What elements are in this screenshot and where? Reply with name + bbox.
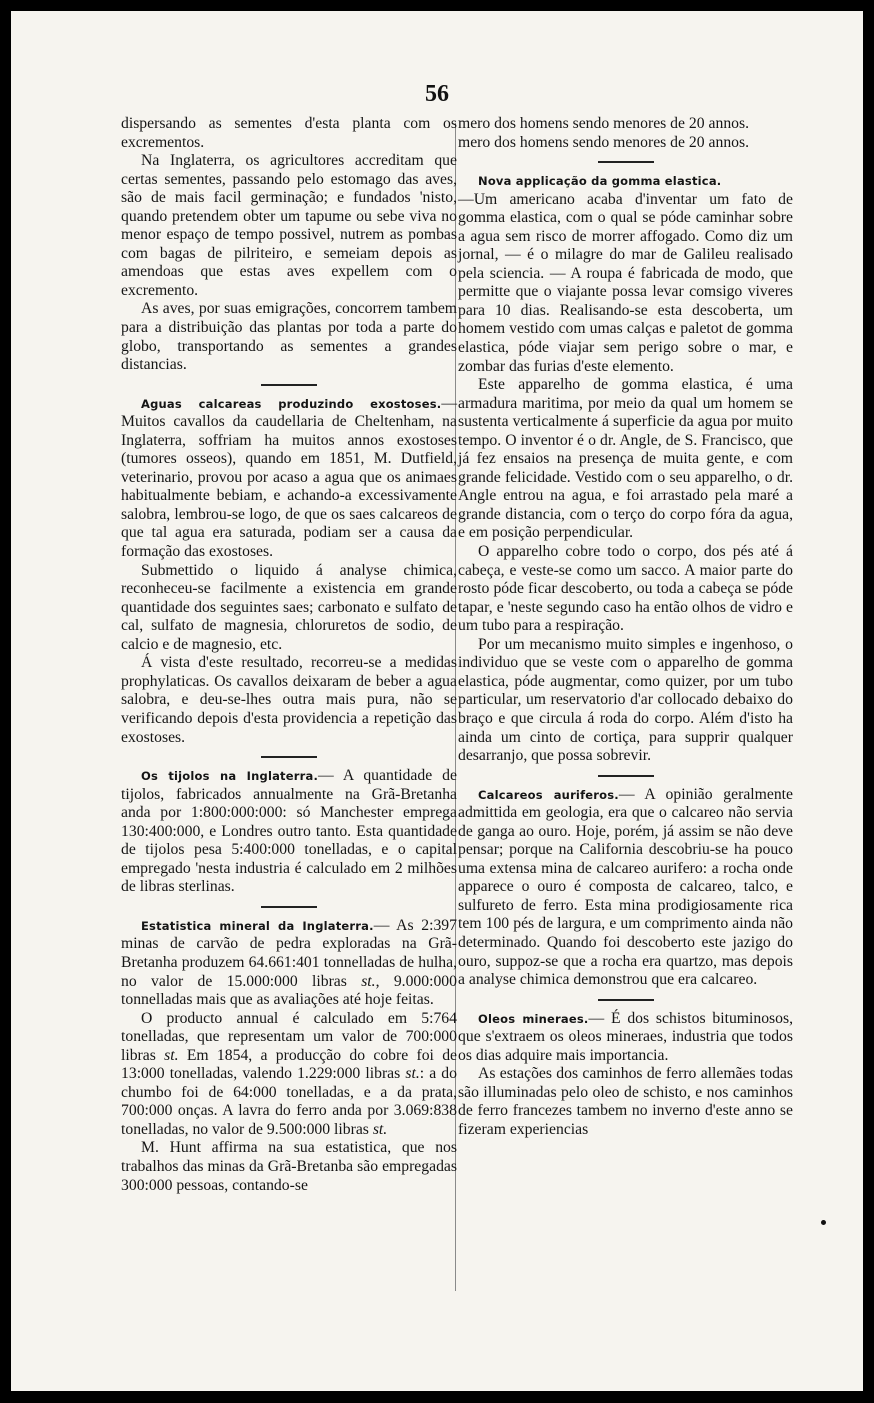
article-body: —Muitos cavallos da caudellaria de Cheltenham, na Inglaterra, soffriam ha muitos annos exostoses (tumores osseos), quando em 1851, M. Dutfield, veterinario, provou por acaso a agua que os animaes habitualmente bebiam, e achando-a excessivamente salobra, lembrou-se logo, de que os saes calcareos de que tal agua era saturada, podiam ser a causa da formação das exostoses. xyxy=(121,394,457,561)
article-oleos xyxy=(458,1010,793,1066)
section-separator xyxy=(598,999,654,1001)
article-gomma xyxy=(458,172,793,376)
paragraph xyxy=(121,1010,457,1140)
article-body: — As 2:397 minas de carvão de pedra exploradas na Grã-Bretanha produzem 64.661:401 tonnelladas de hulha, no valor de 15.000:000 libras xyxy=(121,916,457,990)
paragraph: Por um mecanismo muito simples e ingenhoso, o individuo que se veste com o apparelho de gomma elastica, póde augmentar, como quizer, por um tubo particular, um reservatorio d'ar collocado debaixo do braço e que circula á roda do corpo. Além d'isto ha ainda um cinto de cortiça, para supprir qualquer desarranjo, que possa sobrevir. xyxy=(458,635,793,765)
newspaper-page xyxy=(11,11,863,1391)
paragraph: Submettido o liquido á analyse chimica, reconheceu-se facilmente a existencia em grande quantidade dos seguintes saes; carbonato e sulfato de cal, sulfato de magnesia, chloruretos de sodio, de calcio e de magnesio, etc. xyxy=(121,561,457,653)
article-heading: Os tijolos na Inglaterra. xyxy=(141,769,319,784)
right-column xyxy=(458,115,793,1139)
article-estatistica xyxy=(121,917,457,1010)
abbrev-sterling: st. xyxy=(405,1065,420,1083)
article-body: —Um americano acaba d'inventar um fato de gomma elastica, com o qual se póde caminhar sobre a agua sem risco de morrer affogado. Como diz um jornal, — é o milagre do mar de Galileu realisado pela sciencia. — A roupa é fabricada de modo, que permitte que o viajante possa levar comsigo viveres para 10 dias. Realisando-se esta descoberta, um homem vestido com umas calças e paletot de gomma elastica, póde viajar sem perigo sobre o mar, e zombar das furias d'este elemento. xyxy=(458,190,793,375)
article-heading: Oleos mineraes. xyxy=(478,1011,589,1026)
article-body: — A quantidade de tijolos, fabricados annualmente na Grã-Bretanha anda por 1:800:000:000: só Manchester emprega 130:400:000, e Londres outro tanto. Esta quantidade de tijolos pesa 5:400:000 tonelladas, e o capital empregado 'nesta industria é calculado em 2 milhões de libras sterlinas. xyxy=(121,767,457,896)
article-heading: Aguas calcareas produzindo exostoses. xyxy=(141,396,442,411)
section-separator xyxy=(261,906,317,908)
paragraph-continuation: dispersando as sementes d'esta planta com os excrementos. xyxy=(121,115,457,151)
paragraph: Á vista d'este resultado, recorreu-se a medidas prophylaticas. Os cavallos deixaram de beber a agua salobra, e deu-se-lhes outra mais pura, não se verificando depois d'esta providencia a repetição das exostoses. xyxy=(121,654,457,746)
margin-dot xyxy=(821,1220,826,1225)
left-column xyxy=(121,115,457,1195)
article-heading: Calcareos auriferos. xyxy=(478,787,619,802)
article-heading: Nova applicação da gomma elastica. xyxy=(478,174,722,189)
paragraph-inglaterra: Na Inglaterra, os agricultores accreditam que certas sementes, passando pelo estomago das aves, são de mais facil germinação; e fundados 'nisto, quando pretendem obter um tapume ou sebe viva no menor espaço de tempo possivel, nutrem as pombas com bagas de pilriteiro, e semeiam depois as amendoas que estas aves expellem com o excremento. xyxy=(121,152,457,299)
section-separator xyxy=(261,384,317,386)
abbrev-sterling: st. xyxy=(361,972,376,990)
article-body: — A opinião geralmente admittida em geologia, era que o calcareo não servia de ganga ao ouro. Hoje, porém, já assim se não deve pensar; porque na California descobriu-se ha pouco uma extensa mina de calcareo aurifero: a rocha onde apparece o ouro é composta de calcareo, talco, e sulfureto de ferro. Esta mina prodigiosamente rica tem 100 pés de largura, e um comprimento ainda não determinado. Quando foi descoberto este jazigo do ouro, suppoz-se que a rocha era quartzo, mas depois a analyse chimica demonstrou que era calcareo. xyxy=(458,785,793,989)
article-tijolos xyxy=(121,767,457,897)
abbrev-sterling: st. xyxy=(164,1046,179,1064)
paragraph: As estações dos caminhos de ferro allemães todas são illuminadas pelo oleo de schisto, e nos caminhos de ferro francezes tambem no inverno d'este anno se fizeram experiencias xyxy=(458,1065,793,1138)
paragraph-continuation-repeat: mero dos homens sendo menores de 20 annos. xyxy=(458,133,750,151)
paragraph: M. Hunt affirma na sua estatistica, que nos trabalhos das minas da Grã-Bretanba são empregadas 300:000 pessoas, contando-se xyxy=(121,1139,457,1194)
section-separator xyxy=(598,775,654,777)
section-separator xyxy=(598,161,654,163)
text: O producto annual é calculado em 5:764 tonelladas, que representam um valor de 700:000 libras xyxy=(121,1009,457,1064)
article-aguas xyxy=(121,395,457,562)
paragraph: O apparelho cobre todo o corpo, dos pés até á cabeça, e veste-se como um sacco. A maior parte do rosto póde ficar descoberto, ou toda a cabeça se póde tapar, e 'neste segundo caso ha então olhos de vidro e um tubo para a respiração. xyxy=(458,543,793,635)
text: Em 1854, a producção do cobre foi de 13:000 tonelladas, valendo 1.229:000 libras xyxy=(121,1046,457,1083)
page-number: 56 xyxy=(425,81,449,107)
section-separator xyxy=(261,756,317,758)
text: : a do chumbo foi de 64:000 tonelladas, e a da prata, 700:000 onças. A lavra do ferro anda por 3.069:838 tonelladas, no valor de 9.500:000 libras xyxy=(121,1065,457,1138)
paragraph-continuation: mero dos homens sendo menores de 20 annos. xyxy=(458,115,750,132)
article-body: , 9.000:000 tonnelladas mais que as avaliações até hoje feitas. xyxy=(121,972,457,1009)
article-calcareos xyxy=(458,786,793,990)
paragraph-aves: As aves, por suas emigrações, concorrem tambem para a distribuição das plantas por toda a parte do globo, transportando as sementes a grandes distancias. xyxy=(121,300,457,374)
article-heading: Estatistica mineral da Inglaterra. xyxy=(141,918,374,933)
article-body: — É dos schistos bituminosos, que s'extraem os oleos mineraes, industria que todos os dias adquire mais importancia. xyxy=(458,1009,794,1064)
abbrev-sterling: st. xyxy=(372,1120,388,1138)
paragraph: Este apparelho de gomma elastica, é uma armadura maritima, por meio da qual um homem se sustenta verticalmente á superficie da agua por muito tempo. O inventor é o dr. Angle, de S. Francisco, que já fez ensaios na presença de muita gente, e com grande felicidade. Vestido com o seu apparelho, o dr. Angle entrou na agua, e foi arrastado pela maré a grande distancia, com o terço do corpo fóra da agua, e em posição perpendicular. xyxy=(458,376,793,542)
